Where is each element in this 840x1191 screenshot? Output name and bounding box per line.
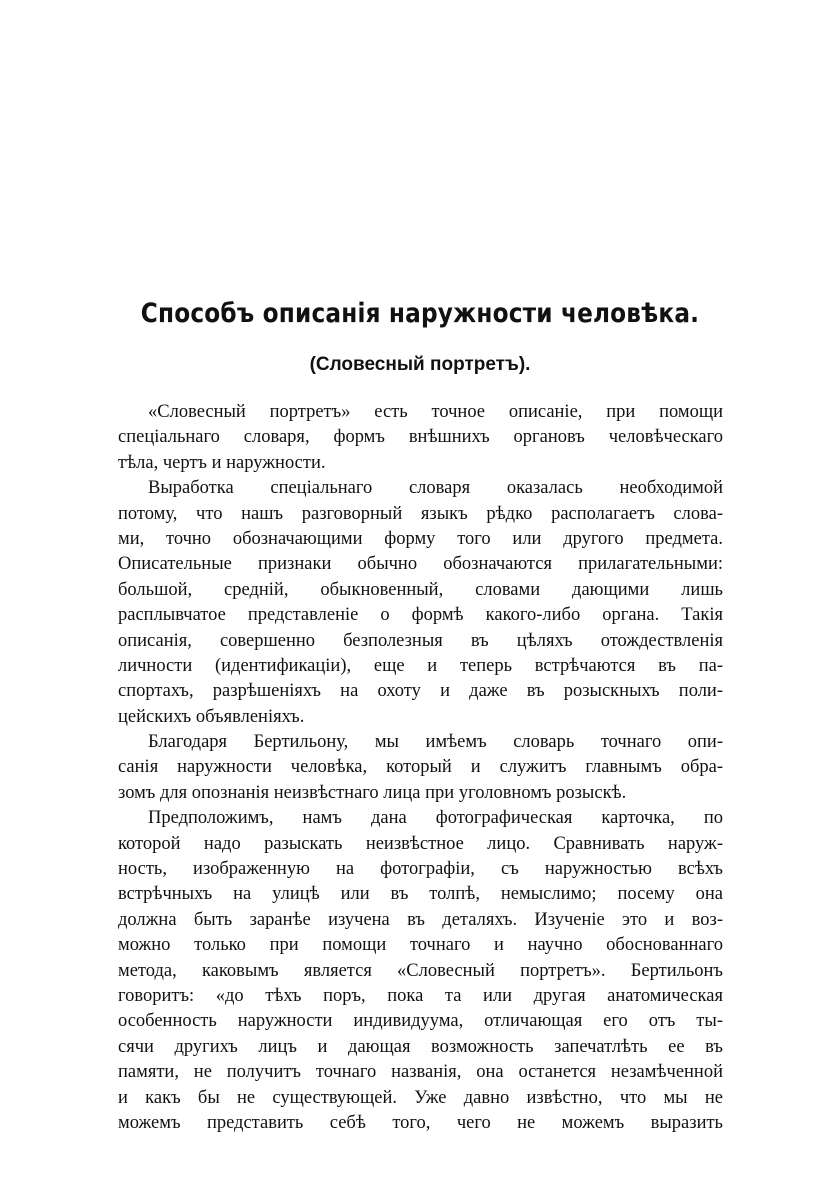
paragraph <box>118 730 723 806</box>
text-line: «Словесный портретъ» есть точное описаніе, при помощи <box>148 402 723 422</box>
text-line: большой, средній, обыкновенный, словами дающими лишь <box>118 579 723 600</box>
text-line: метода, каковымъ является «Словесный портретъ». Бертильонъ <box>118 960 723 981</box>
text-line: санія наружности человѣка, который и служитъ главнымъ обра- <box>118 757 723 778</box>
text-line: говоритъ: «до тѣхъ поръ, пока та или другая анатомическая <box>118 985 723 1006</box>
paragraph <box>118 476 723 730</box>
text-line: спортахъ, разрѣшеніяхъ на охоту и даже въ розыскныхъ поли- <box>118 681 723 702</box>
text-line: ность, изображенную на фотографіи, съ наружностью всѣхъ <box>118 859 723 880</box>
text-line: Благодаря Бертильону, мы имѣемъ словарь точнаго опи- <box>148 732 723 753</box>
text-line: цейскихъ объявленіяхъ. <box>118 706 305 727</box>
text-line: можемъ представить себѣ того, чего не можемъ выразить <box>118 1112 723 1133</box>
paragraph <box>118 400 723 476</box>
text-line: Выработка спеціальнаго словаря оказалась необходимой <box>148 478 723 499</box>
text-line: потому, что нашъ разговорный языкъ рѣдко располагаетъ слова- <box>118 503 723 524</box>
text-line: должна быть заранѣе изучена въ деталяхъ. Изученіе это и воз- <box>118 909 723 930</box>
text-line: зомъ для опознанія неизвѣстнаго лица при уголовномъ розыскѣ. <box>118 782 627 803</box>
text-line: описанія, совершенно безполезныя въ цѣляхъ отождествленія <box>118 630 723 651</box>
text-line: Описательные признаки обычно обозначаются прилагательными: <box>118 554 723 575</box>
body-text <box>118 400 723 1136</box>
text-line: памяти, не получитъ точнаго названія, она останется незамѣченной <box>118 1062 723 1083</box>
text-line: и какъ бы не существующей. Уже давно извѣстно, что мы не <box>118 1087 723 1108</box>
paragraph <box>118 806 723 1136</box>
page-title: Способъ описанія наружности человѣка. <box>140 298 700 329</box>
page-subtitle: (Словесный портретъ). <box>309 354 531 375</box>
text-line: которой надо разыскать неизвѣстное лицо. Сравнивать наруж- <box>118 833 723 854</box>
text-line: тѣла, чертъ и наружности. <box>118 452 326 473</box>
text-line: можно только при помощи точнаго и научно обоснованнаго <box>118 935 723 956</box>
text-line: ми, точно обозначающими форму того или другого предмета. <box>118 528 723 549</box>
text-line: сячи другихъ лицъ и дающая возможность запечатлѣть ее въ <box>118 1036 723 1057</box>
text-line: расплывчатое представленіе о формѣ какого-либо органа. Такія <box>118 605 723 626</box>
text-line: личности (идентификаціи), еще и теперь встрѣчаются въ па- <box>118 655 723 676</box>
text-line: Предположимъ, намъ дана фотографическая карточка, по <box>148 808 723 829</box>
text-line: спеціальнаго словаря, формъ внѣшнихъ органовъ человѣческаго <box>118 427 723 448</box>
text-line: особенность наружности индивидуума, отличающая его отъ ты- <box>118 1011 723 1032</box>
text-line: встрѣчныхъ на улицѣ или въ толпѣ, немыслимо; посему она <box>118 884 723 905</box>
